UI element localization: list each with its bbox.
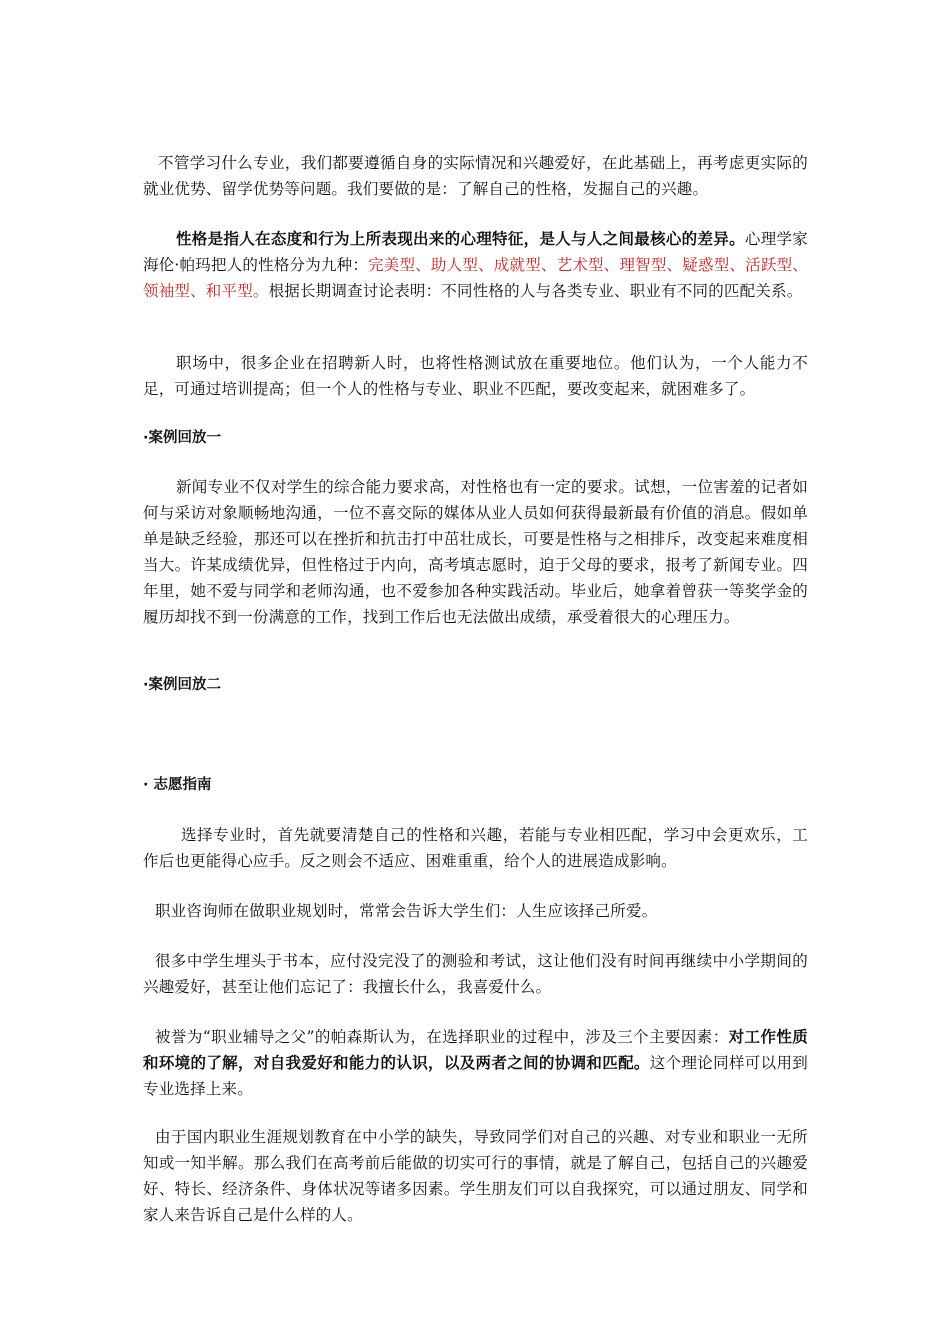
parsons-intro: 被誉为“职业辅导之父”的帕森斯认为，在选择职业的过程中，涉及三个主要因素： <box>155 1028 729 1046</box>
personality-intro-text: 心理学家海伦·帕玛把人的性格分为九种： <box>143 230 808 274</box>
parsons-factors: 对工作性质和环境的了解，对自我爱好和能力的认识，以及两者之间的协调和匹配。 <box>143 1027 808 1072</box>
heading-case-two: ·案例回放二 <box>143 677 222 693</box>
parsons-conclusion: 这个理论同样可以用到专业选择上来。 <box>143 1054 808 1098</box>
personality-types: 完美型、助人型、成就型、艺术型、理智型、疑惑型、活跃型、领袖型、和平型。 <box>143 256 808 300</box>
personality-definition: 性格是指人在态度和行为上所表现出来的心理特征，是人与人之间最核心的差异。 <box>176 229 745 248</box>
paragraph-case-one: 新闻专业不仅对学生的综合能力要求高，对性格也有一定的要求。试想，一位害羞的记者如何与采访对象顺畅地沟通，一位不喜交际的媒体从业人员如何获得最新最有价值的消息。假如单单是缺乏经验，那还可以在挫折和抗击打中茁壮成长，可要是性格与之相排斥，改变起来难度相当大。许某成绩优异，但性格过于内向，高考填志愿时，迫于父母的要求，报考了新闻专业。四年里，她不爱与同学和老师沟通，也不爱参加各种实践活动。毕业后，她拿着曾获一等奖学金的履历却找不到一份满意的工作，找到工作后也无法做出成绩，承受着很大的心理压力。 <box>143 478 808 626</box>
heading-case-one: ·案例回放一 <box>143 430 222 446</box>
paragraph-personality <box>143 226 808 304</box>
paragraph-career-advisor: 职业咨询师在做职业规划时，常常会告诉大学生们：人生应该择己所爱。 <box>155 902 658 920</box>
personality-conclusion: 根据长期调查讨论表明：不同性格的人与各类专业、职业有不同的匹配关系。 <box>268 282 803 300</box>
paragraph-education-gap: 由于国内职业生涯规划教育在中小学的缺失，导致同学们对自己的兴趣、对专业和职业一无所知或一知半解。那么我们在高考前后能做的切实可行的事情，就是了解自己，包括自己的兴趣爱好、特长、经济条件、身体状况等诸多因素。学生朋友们可以自我探究，可以通过朋友、同学和家人来告诉自己是什么样的人。 <box>143 1128 808 1224</box>
paragraph-students: 很多中学生埋头于书本，应付没完没了的测验和考试，这让他们没有时间再继续中小学期间的兴趣爱好，甚至让他们忘记了：我擅长什么，我喜爱什么。 <box>143 952 808 996</box>
paragraph-workplace: 职场中，很多企业在招聘新人时，也将性格测试放在重要地位。他们认为，一个人能力不足，可通过培训提高；但一个人的性格与专业、职业不匹配，要改变起来，就困难多了。 <box>143 354 808 398</box>
heading-guide: · 志愿指南 <box>143 777 212 793</box>
paragraph-parsons <box>143 1024 808 1102</box>
paragraph-intro: 不管学习什么专业，我们都要遵循自身的实际情况和兴趣爱好，在此基础上，再考虑更实际的就业优势、留学优势等问题。我们要做的是：了解自己的性格，发掘自己的兴趣。 <box>143 154 808 198</box>
paragraph-choose-major: 选择专业时，首先就要清楚自己的性格和兴趣，若能与专业相匹配，学习中会更欢乐，工作后也更能得心应手。反之则会不适应、困难重重，给个人的进展造成影响。 <box>143 826 808 870</box>
